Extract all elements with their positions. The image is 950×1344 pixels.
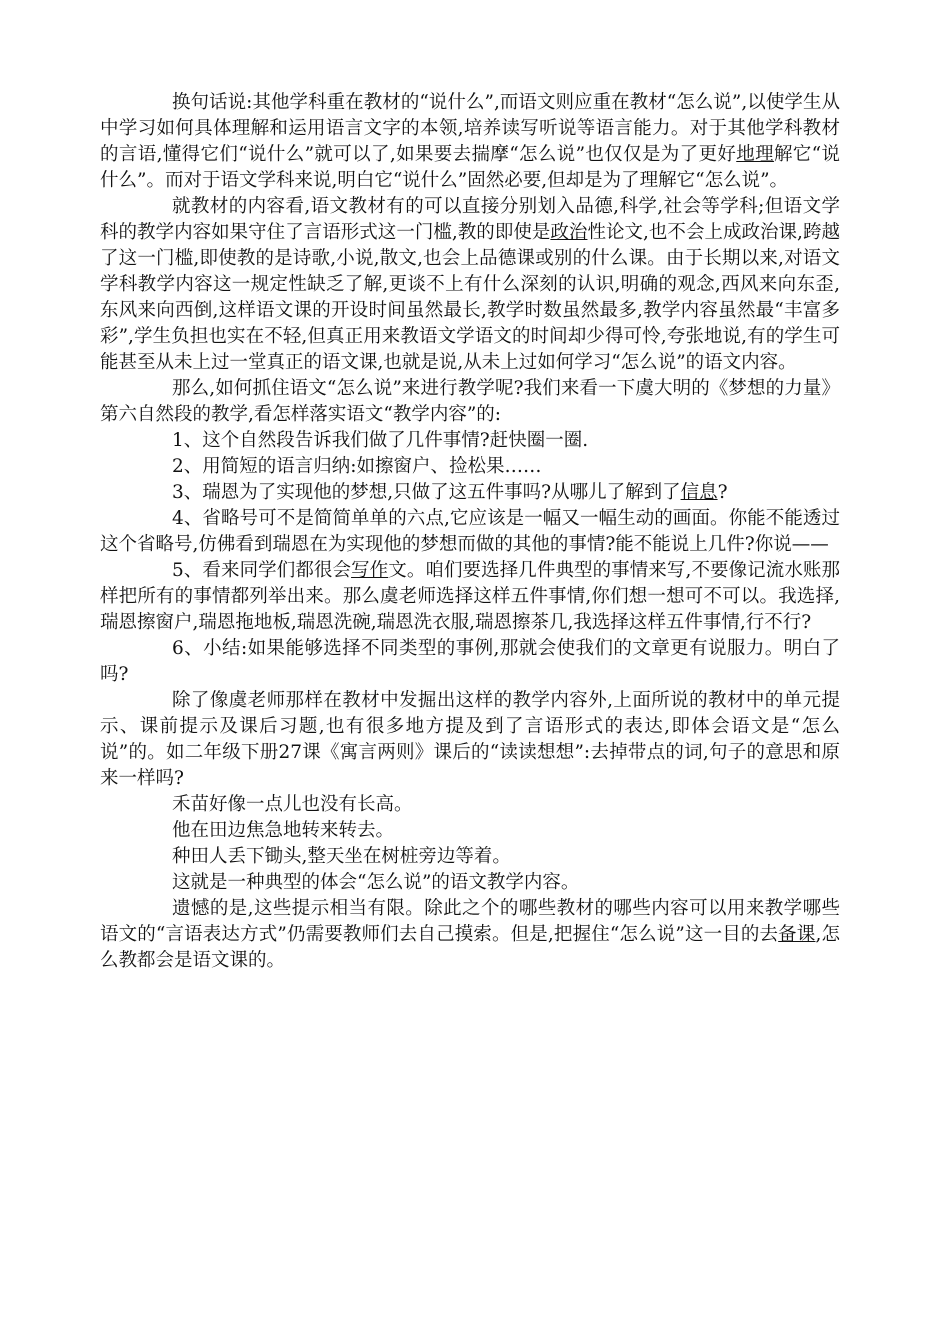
paragraph bbox=[100, 480, 840, 506]
paragraph bbox=[100, 636, 840, 688]
paragraph bbox=[100, 194, 840, 376]
paragraph bbox=[100, 558, 840, 636]
paragraph bbox=[100, 688, 840, 792]
text-segment: 6、小结:如果能够选择不同类型的事例,那就会使我们的文章更有说服力。明白了吗? bbox=[100, 638, 840, 685]
hyperlink[interactable]: 信息 bbox=[680, 482, 718, 503]
paragraph bbox=[100, 792, 840, 818]
paragraph bbox=[100, 844, 840, 870]
text-segment: 性论文,也不会上成政治课,跨越了这一门槛,即使教的是诗歌,小说,散文,也会上品德课或别的什么课。由于长期以来,对语文学科教学内容这一规定性缺乏了解,更谈不上有什么深刻的认识,明确的观念,西风来向东歪,东风来向西倒,这样语文课的开设时间虽然最长,教学时数虽然最多,教学内容虽然最“丰富多彩”,学生负担也实在不轻,但真正用来教语文学语文的时间却少得可怜,夸张地说,有的学生可能甚至从未上过一堂真正的语文课,也就是说,从未上过如何学习“怎么说”的语文内容。 bbox=[100, 222, 840, 373]
text-segment: 就教材的内容看,语文教材有的可以直接分别划入品德,科学,社会等学科;但语文学科的教学内容如果守住了言语形式这一门槛,教的即使是 bbox=[100, 196, 840, 243]
text-segment: 换句话说:其他学科重在教材的“说什么”,而语文则应重在教材“怎么说”,以使学生从中学习如何具体理解和运用语言文字的本领,培养读写听说等语言能力。对于其他学科教材的言语,懂得它们“说什么”就可以了,如果要去揣摩“怎么说”也仅仅是为了更好 bbox=[100, 92, 840, 165]
text-segment: 4、省略号可不是简简单单的六点,它应该是一幅又一幅生动的画面。你能不能透过这个省略号,仿佛看到瑞恩在为实现他的梦想而做的其他的事情?能不能说上几件?你说—— bbox=[100, 508, 840, 555]
text-segment: 解它“说什么”。而对于语文学科来说,明白它“说什么”固然必要,但却是为了理解它“怎么说”。 bbox=[100, 144, 840, 191]
document-body bbox=[100, 90, 840, 974]
text-segment: 那么,如何抓住语文“怎么说”来进行教学呢?我们来看一下虞大明的《梦想的力量》第六自然段的教学,看怎样落实语文“教学内容”的: bbox=[100, 378, 840, 425]
paragraph bbox=[100, 870, 840, 896]
text-segment: ,怎么教都会是语文课的。 bbox=[100, 924, 840, 971]
hyperlink[interactable]: 政治 bbox=[550, 222, 588, 243]
paragraph bbox=[100, 376, 840, 428]
paragraph bbox=[100, 90, 840, 194]
text-segment: 遗憾的是,这些提示相当有限。除此之个的哪些教材的哪些内容可以用来教学哪些语文的“言语表达方式”仍需要教师们去自己摸索。但是,把握住“怎么说”这一目的去 bbox=[100, 898, 840, 945]
text-segment: 5、看来同学们都很会 bbox=[172, 560, 352, 581]
text-segment: 他在田边焦急地转来转去。 bbox=[172, 820, 395, 841]
paragraph bbox=[100, 428, 840, 454]
text-segment: 这就是一种典型的体会“怎么说”的语文教学内容。 bbox=[172, 872, 580, 893]
text-segment: 禾苗好像一点儿也没有长高。 bbox=[172, 794, 413, 815]
hyperlink[interactable]: 地理 bbox=[736, 144, 774, 165]
text-segment: 文。咱们要选择几件典型的事情来写,不要像记流水账那样把所有的事情都列举出来。那么虞老师选择这样五件事情,你们想一想可不可以。我选择,瑞恩擦窗户,瑞恩拖地板,瑞恩洗碗,瑞恩洗衣服,瑞恩擦茶几,我选择这样五件事情,行不行? bbox=[100, 560, 840, 633]
paragraph bbox=[100, 506, 840, 558]
paragraph bbox=[100, 818, 840, 844]
paragraph bbox=[100, 896, 840, 974]
text-segment: 1、这个自然段告诉我们做了几件事情?赶快圈一圈. bbox=[172, 430, 589, 451]
hyperlink[interactable]: 写作 bbox=[351, 560, 389, 581]
text-segment: ? bbox=[717, 482, 728, 503]
text-segment: 种田人丢下锄头,整天坐在树桩旁边等着。 bbox=[172, 846, 511, 867]
text-segment: 除了像虞老师那样在教材中发掘出这样的教学内容外,上面所说的教材中的单元提示、课前提示及课后习题,也有很多地方提及到了言语形式的表达,即体会语文是“怎么说”的。如二年级下册27课《寓言两则》课后的“读读想想”:去掉带点的词,句子的意思和原来一样吗? bbox=[100, 690, 840, 789]
text-segment: 2、用简短的语言归纳:如擦窗户、捡松果…… bbox=[172, 456, 542, 477]
hyperlink[interactable]: 备课 bbox=[778, 924, 816, 945]
paragraph bbox=[100, 454, 840, 480]
text-segment: 3、瑞恩为了实现他的梦想,只做了这五件事吗?从哪儿了解到了 bbox=[172, 482, 681, 503]
